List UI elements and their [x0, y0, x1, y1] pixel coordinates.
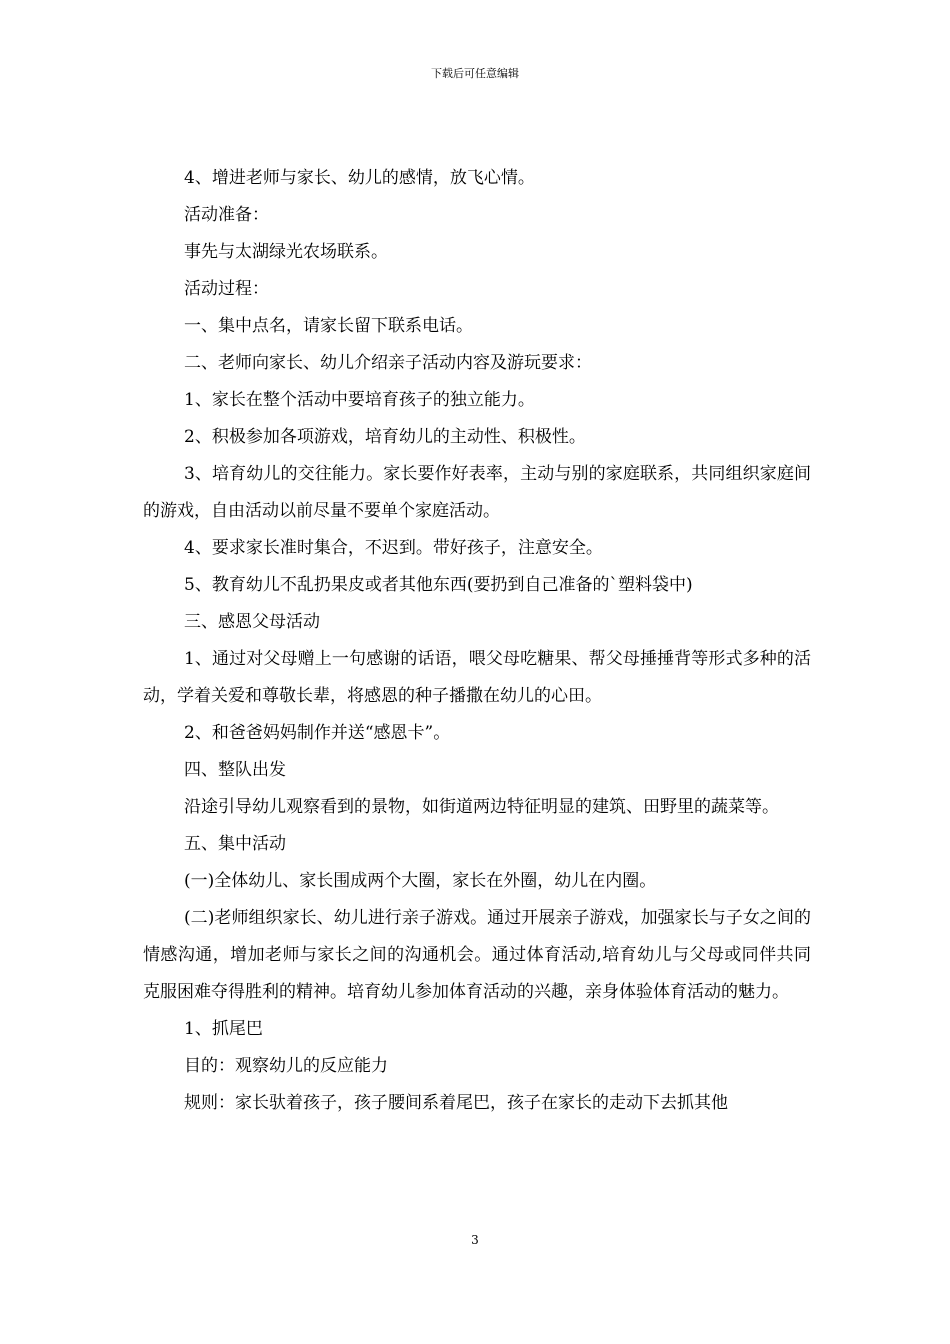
paragraph: 1、抓尾巴	[184, 1019, 263, 1039]
paragraph: 目的：观察幼儿的反应能力	[184, 1056, 388, 1076]
paragraph: 5、教育幼儿不乱扔果皮或者其他东西(要扔到自己准备的`塑料袋中)	[184, 575, 693, 595]
paragraph: 事先与太湖绿光农场联系。	[184, 242, 388, 262]
paragraph: (二)老师组织家长、幼儿进行亲子游戏。通过开展亲子游戏，加强家长与子女之间的情感沟通，增加老师与家长之间的沟通机会。通过体育活动,培育幼儿与父母或同伴共同克服困难夺得胜利的精神。培育幼儿参加体育活动的兴趣，亲身体验体育活动的魅力。	[143, 908, 811, 1002]
paragraph: 活动过程：	[184, 279, 269, 299]
page-number: 3	[471, 1233, 479, 1247]
paragraph: 2、和爸爸妈妈制作并送“感恩卡”。	[184, 723, 451, 743]
document-body	[143, 160, 811, 1122]
paragraph: 1、家长在整个活动中要培育孩子的独立能力。	[184, 390, 535, 410]
paragraph: 沿途引导幼儿观察看到的景物，如街道两边特征明显的建筑、田野里的蔬菜等。	[184, 797, 779, 817]
paragraph: 五、集中活动	[184, 834, 286, 854]
paragraph: 1、通过对父母赠上一句感谢的话语，喂父母吃糖果、帮父母捶捶背等形式多种的活动，学着关爱和尊敬长辈，将感恩的种子播撒在幼儿的心田。	[143, 649, 811, 706]
paragraph: 三、感恩父母活动	[184, 612, 320, 632]
page-header-note: 下载后可任意编辑	[431, 67, 519, 80]
paragraph: 四、整队出发	[184, 760, 286, 780]
paragraph: 3、培育幼儿的交往能力。家长要作好表率，主动与别的家庭联系，共同组织家庭间的游戏，自由活动以前尽量不要单个家庭活动。	[143, 464, 811, 521]
paragraph: 二、老师向家长、幼儿介绍亲子活动内容及游玩要求：	[184, 353, 592, 373]
paragraph: 2、积极参加各项游戏，培育幼儿的主动性、积极性。	[184, 427, 586, 447]
paragraph: 4、增进老师与家长、幼儿的感情，放飞心情。	[184, 168, 535, 188]
paragraph: 规则：家长驮着孩子，孩子腰间系着尾巴，孩子在家长的走动下去抓其他	[184, 1093, 728, 1113]
paragraph: 4、要求家长准时集合，不迟到。带好孩子，注意安全。	[184, 538, 603, 558]
paragraph: 活动准备：	[184, 205, 269, 225]
paragraph: 一、集中点名，请家长留下联系电话。	[184, 316, 473, 336]
paragraph: (一)全体幼儿、家长围成两个大圈，家长在外圈，幼儿在内圈。	[184, 871, 657, 891]
